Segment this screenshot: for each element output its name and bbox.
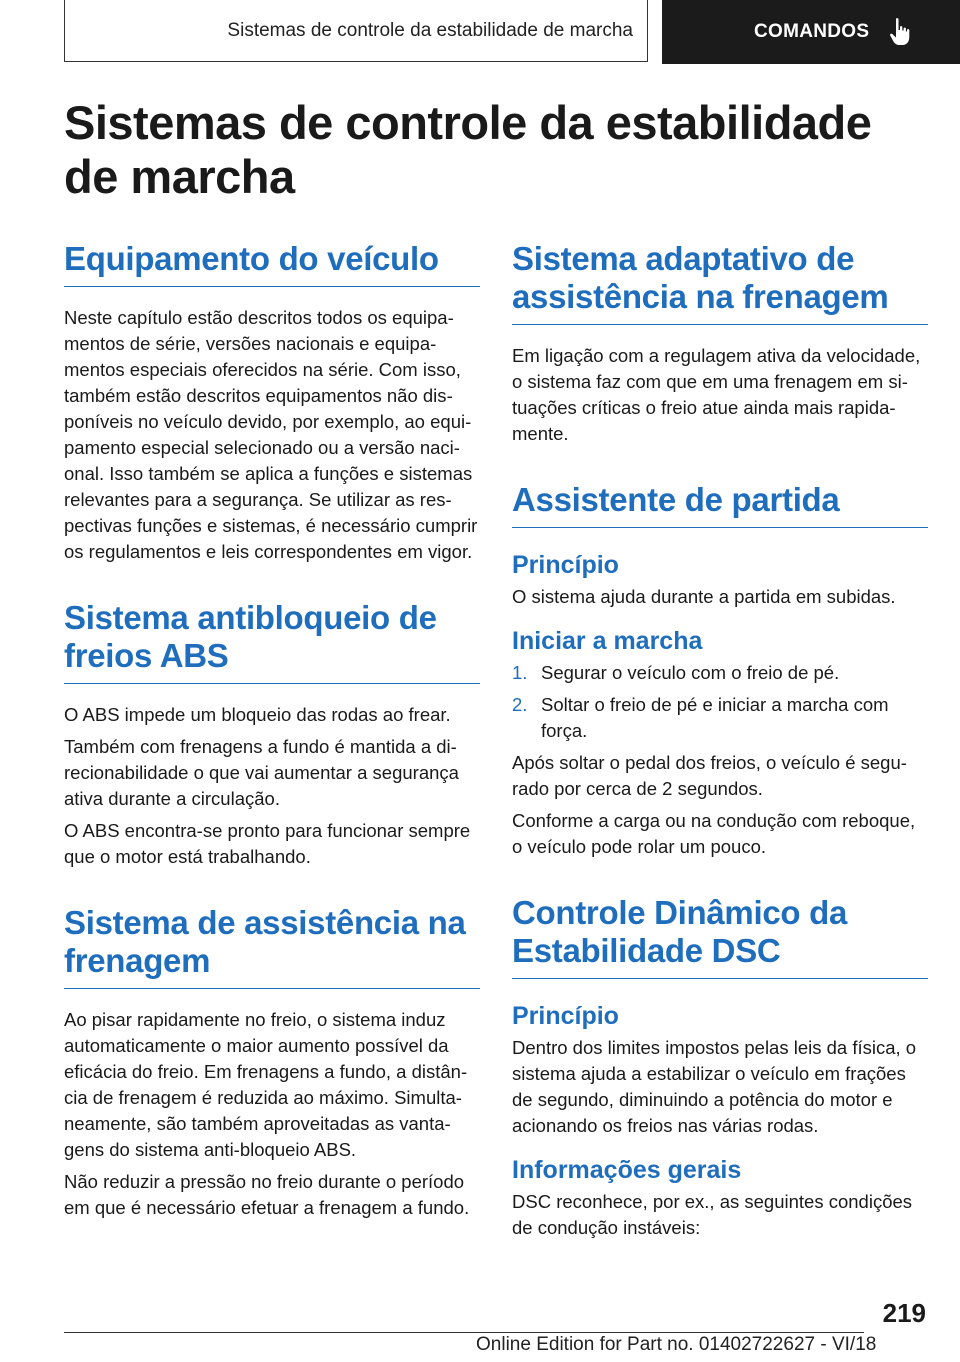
list-item xyxy=(512,660,928,686)
section-title-abs: Sistema antibloqueio de freios ABS xyxy=(64,599,480,684)
paragraph: Não reduzir a pressão no freio durante o período em que é necessário efetuar a frenagem a fundo. xyxy=(64,1171,470,1218)
subsection-title-principio-dsc: Princípio xyxy=(512,1002,619,1030)
paragraph: Neste capítulo estão descritos todos os equipamentos de série, versões nacionais e equipamentos especiais oferecidos na série. Com isso, também estão descritos equipamentos não disponíveis no veículo devido, por exemplo, ao equipamento especial selecionado ou a versão nacional. Isso também se aplica a funções e sistemas relevantes para a segurança. Se utilizar as respectivas funções e sistemas, é necessário cumprir os regulamentos e leis correspondentes em vigor. xyxy=(64,307,478,562)
step-text: Segurar o veículo com o freio de pé. xyxy=(541,662,840,683)
steps-list xyxy=(512,660,928,744)
right-column xyxy=(512,240,928,1241)
running-header-section xyxy=(64,0,648,62)
footer-divider xyxy=(64,1332,864,1333)
page-title: Sistemas de controle da estabilidade de marcha xyxy=(64,96,872,203)
subsection-title-principio: Princípio xyxy=(512,551,619,579)
step-number: 2. xyxy=(512,694,528,715)
paragraph: Ao pisar rapidamente no freio, o sistema induz automaticamente o maior aumento possível da eficácia do freio. Em frenagens a fundo, a distância de frenagem é reduzida ao máximo. Simultaneamente, são também aproveitadas as vantagens do sistema anti-bloqueio ABS. xyxy=(64,1009,468,1160)
section-title-assistente-partida: Assistente de partida xyxy=(512,481,928,528)
subsection-title-informacoes-gerais: Informações gerais xyxy=(512,1156,742,1184)
hand-pointer-icon xyxy=(889,17,911,47)
paragraph: DSC reconhece, por ex., as seguintes condições de condução instáveis: xyxy=(512,1191,913,1238)
paragraph: O ABS encontra-se pronto para funcionar sempre que o motor está trabalhando. xyxy=(64,820,471,867)
paragraph: O sistema ajuda durante a partida em subidas. xyxy=(512,586,896,607)
page-number: 219 xyxy=(882,1298,926,1328)
section-title-dsc: Controle Dinâmico da Estabilidade DSC xyxy=(512,894,928,979)
chapter-label: COMANDOS xyxy=(754,21,870,42)
step-text: Soltar o freio de pé e iniciar a marcha com força. xyxy=(541,694,889,741)
paragraph: Também com frenagens a fundo é mantida a direcionabilidade o que vai aumentar a segurança ativa durante a circulação. xyxy=(64,736,459,809)
paragraph: Conforme a carga ou na condução com reboque, o veículo pode rolar um pouco. xyxy=(512,810,916,857)
paragraph: O ABS impede um bloqueio das rodas ao frear. xyxy=(64,704,451,725)
section-title-assistencia-frenagem: Sistema de assistência na frenagem xyxy=(64,904,480,989)
step-number: 1. xyxy=(512,662,528,683)
running-header-title: Sistemas de controle da estabilidade de marcha xyxy=(227,19,633,41)
paragraph: Dentro dos limites impostos pelas leis da física, o sistema ajuda a estabilizar o veículo em frações de segundo, diminuindo a potência do motor e acionando os freios nas várias rodas. xyxy=(512,1037,917,1136)
subsection-title-iniciar-marcha: Iniciar a marcha xyxy=(512,627,703,655)
paragraph: Em ligação com a regulagem ativa da velocidade, o sistema faz com que em uma frenagem em situações críticas o freio atue ainda mais rapidamente. xyxy=(512,345,921,444)
section-title-equipamento: Equipamento do veículo xyxy=(64,240,480,287)
paragraph: Após soltar o pedal dos freios, o veículo é segurado por cerca de 2 segundos. xyxy=(512,752,907,799)
list-item xyxy=(512,692,928,744)
footer-edition: Online Edition for Part no. 01402722627 - VI/18 xyxy=(476,1334,877,1355)
section-title-adaptativo: Sistema adaptativo de assistência na frenagem xyxy=(512,240,928,325)
left-column xyxy=(64,240,480,1221)
page-header xyxy=(64,0,960,66)
chapter-tab xyxy=(662,0,960,64)
